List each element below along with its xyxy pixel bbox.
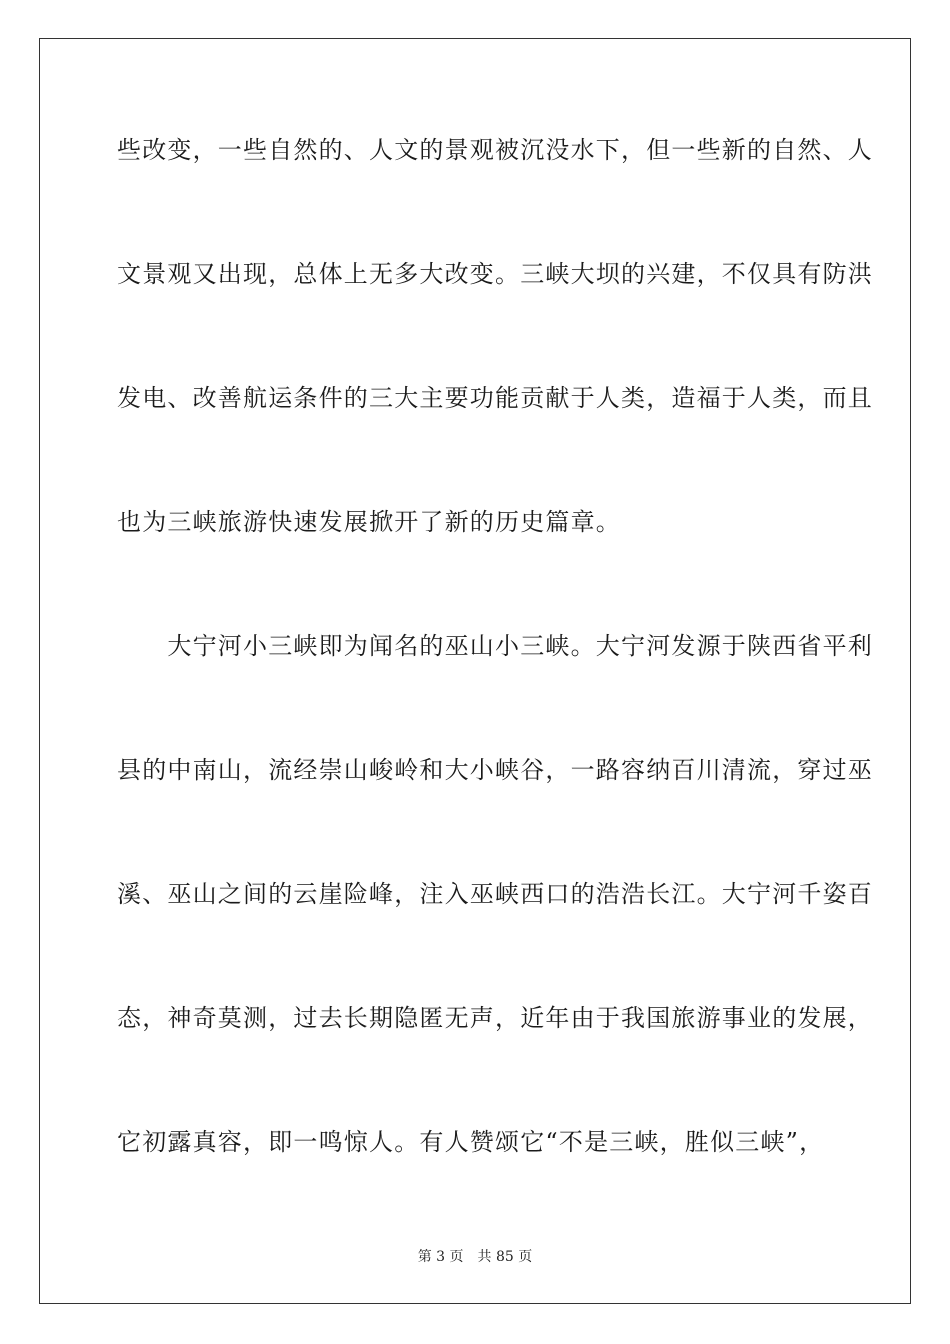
body-text-line: 溪、巫山之间的云崖险峰，注入巫峡西口的浩浩长江。大宁河千姿百 xyxy=(117,880,873,908)
body-text-line: 大宁河小三峡即为闻名的巫山小三峡。大宁河发源于陕西省平利 xyxy=(117,632,873,660)
page-number: 第 3 页 xyxy=(417,1249,464,1265)
page-footer xyxy=(0,1248,950,1266)
body-text-line: 态，神奇莫测，过去长期隐匿无声，近年由于我国旅游事业的发展， xyxy=(117,1004,873,1032)
body-text-line: 县的中南山，流经崇山峻岭和大小峡谷，一路容纳百川清流，穿过巫 xyxy=(117,756,873,784)
body-text-line: 它初露真容，即一鸣惊人。有人赞颂它“不是三峡，胜似三峡”， xyxy=(117,1128,825,1156)
body-text-line: 文景观又出现，总体上无多大改变。三峡大坝的兴建，不仅具有防洪 xyxy=(117,260,873,288)
page-total: 共 85 页 xyxy=(477,1249,533,1265)
body-text-line: 也为三峡旅游快速发展掀开了新的历史篇章。 xyxy=(117,508,621,536)
body-text-line: 发电、改善航运条件的三大主要功能贡献于人类，造福于人类，而且 xyxy=(117,384,873,412)
page-border xyxy=(39,38,911,1304)
body-text-line: 些改变，一些自然的、人文的景观被沉没水下，但一些新的自然、人 xyxy=(117,136,873,164)
